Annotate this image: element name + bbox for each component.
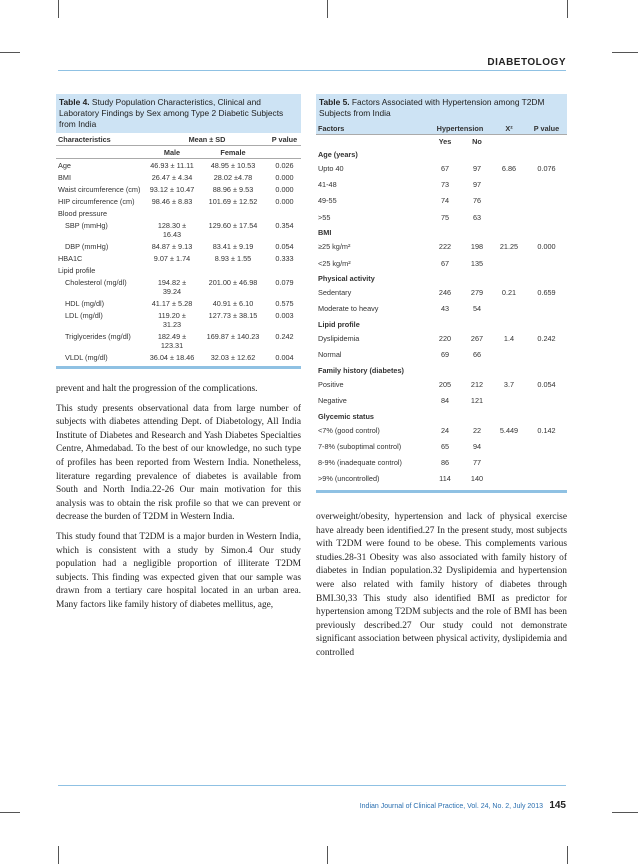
table4-body (56, 159, 301, 364)
table-cell (492, 209, 526, 225)
table-cell: 0.003 (275, 310, 294, 320)
table-cell: 129.60 ± 17.54 (208, 220, 258, 230)
table-group-row (316, 363, 567, 377)
table-cell: 69 (440, 350, 450, 360)
table-cell (198, 207, 268, 219)
table-row (316, 161, 567, 177)
table-cell: 6.86 (501, 164, 517, 174)
table-cell: 246 (438, 288, 452, 298)
table-cell (268, 264, 301, 276)
table-cell: 205 (438, 379, 452, 389)
table-row (56, 240, 301, 252)
table-cell: 86 (440, 458, 450, 468)
table-cell: 8-9% (inadequate control) (318, 458, 402, 468)
table-cell: 41-48 (318, 180, 337, 190)
table-cell: 140 (470, 474, 484, 484)
table-cell: 135 (470, 258, 484, 268)
table-cell (526, 193, 567, 209)
table-cell: 67 (440, 258, 450, 268)
table-row (316, 239, 567, 255)
table-cell: Waist circumference (cm) (58, 184, 141, 194)
crop-mark (567, 846, 568, 864)
table-cell: 8.93 ± 1.55 (214, 253, 252, 263)
table-cell: 0.000 (275, 196, 294, 206)
table-cell: Blood pressure (58, 208, 108, 218)
table-cell: SBP (mmHg) (65, 220, 108, 230)
table-cell (146, 264, 198, 276)
table-cell: 3.7 (503, 379, 515, 389)
table-group-title: BMI (318, 228, 332, 238)
footer-rule (58, 785, 566, 786)
table-cell: 121 (470, 396, 484, 406)
table-cell: 0.21 (501, 288, 517, 298)
table-cell: 97 (472, 164, 482, 174)
table-cell: Cholesterol (mg/dl) (65, 277, 127, 287)
table4-caption-label: Table 4. (59, 97, 90, 107)
table-cell: 128.30 ± 16.43 (157, 220, 187, 239)
table-cell: 267 (470, 334, 484, 344)
table5-caption-text: Factors Associated with Hypertension among T2DM Subjects from India (319, 97, 545, 118)
table-cell: ≥25 kg/m² (318, 242, 351, 252)
table-group-title: Lipid profile (318, 320, 360, 329)
table-group-row (316, 225, 567, 239)
table-cell: 98.46 ± 8.83 (151, 196, 193, 206)
table5-col-x2: X² (492, 122, 526, 135)
table-cell: Sedentary (318, 288, 352, 298)
table-row (316, 455, 567, 471)
table-group-title: Glycemic status (318, 411, 374, 421)
table-row (316, 301, 567, 317)
table4-subheader-blank (268, 146, 301, 159)
table-cell (526, 455, 567, 471)
table-cell: HIP circumference (cm) (58, 196, 135, 206)
table-cell (492, 177, 526, 193)
table-group-row (316, 317, 567, 331)
table-cell (526, 347, 567, 363)
table-cell: Dyslipidemia (318, 334, 360, 344)
table-cell (492, 455, 526, 471)
table-row (56, 264, 301, 276)
table-cell: 0.054 (275, 241, 294, 251)
table4-col-male: Male (163, 147, 181, 157)
table-cell: 84 (440, 396, 450, 406)
table-row (316, 471, 567, 487)
table-cell: 75 (440, 212, 450, 222)
table-cell: Age (58, 160, 71, 170)
table-cell: 66 (472, 350, 482, 360)
table-cell (526, 255, 567, 271)
table5-col-factors: Factors (316, 122, 428, 135)
table-cell: 0.142 (537, 425, 556, 435)
table-group-title: Physical activity (318, 274, 375, 284)
table-cell: 0.000 (275, 184, 294, 194)
table-row (56, 330, 301, 351)
table4-header-row (56, 133, 301, 146)
crop-mark (327, 0, 328, 18)
table-cell: 49-55 (318, 196, 337, 206)
table-cell: 220 (438, 334, 452, 344)
table-row (316, 376, 567, 392)
table-cell: 76 (472, 196, 482, 206)
table-cell (492, 347, 526, 363)
table-cell: 84.87 ± 9.13 (151, 241, 193, 251)
table-cell: 279 (470, 288, 484, 298)
left-text (56, 383, 301, 613)
table-row (316, 255, 567, 271)
table-cell: 0.079 (275, 277, 294, 287)
table-cell (526, 177, 567, 193)
table-cell: HDL (mg/dl) (65, 298, 105, 308)
table-cell: 63 (472, 212, 482, 222)
table-row (316, 177, 567, 193)
table-cell: 77 (472, 458, 482, 468)
table-cell: 0.242 (537, 334, 556, 344)
table-cell (492, 301, 526, 317)
table-cell: <7% (good control) (318, 425, 380, 435)
table-cell: Normal (318, 350, 342, 360)
table-row (316, 347, 567, 363)
table-cell: <25 kg/m² (318, 258, 351, 268)
table-cell: 198 (470, 242, 484, 252)
table-row (316, 422, 567, 438)
header-rule (58, 70, 566, 71)
table5-header-row (316, 122, 567, 135)
table-cell (492, 255, 526, 271)
table-cell: 0.659 (537, 288, 556, 298)
table5-caption (316, 94, 567, 122)
table-cell (492, 471, 526, 487)
table4-col-characteristics: Characteristics (56, 133, 146, 146)
table-row (56, 276, 301, 297)
table-cell: 0.575 (275, 298, 294, 308)
table5 (316, 122, 567, 487)
table-cell: 0.354 (275, 220, 294, 230)
table5-subheader-row (316, 135, 567, 148)
table-cell: 194.82 ± 39.24 (157, 277, 187, 296)
table-cell: 24 (440, 425, 450, 435)
crop-mark (612, 52, 638, 53)
table-cell (492, 393, 526, 409)
table-cell (526, 209, 567, 225)
table-cell: 201.00 ± 46.98 (208, 277, 258, 287)
table4-col-pvalue: P value (268, 133, 301, 146)
table4-footer-bar (56, 366, 301, 369)
table-cell: Triglycerides (mg/dl) (65, 331, 131, 341)
table-cell: 93.12 ± 10.47 (149, 184, 195, 194)
table5-col-no: No (472, 136, 482, 146)
table-group-title: Family history (diabetes) (318, 365, 404, 375)
table-cell: 46.93 ± 11.11 (150, 160, 194, 170)
table-cell (526, 393, 567, 409)
table5-footer-bar (316, 490, 567, 493)
paragraph: overweight/obesity, hypertension and lack of physical exercise have already been identified.27 In the present study, most subjects with T2DM were found to be obese. This complements various studies.28-31 Obesity was also associated with family history of diabetes in Indian population.32 Dyslipidemia and hypertension were also related with family history of diabetes through BMI.30,33 This study also identified BMI as predictor for hypertension among T2DM subjects and the role of BMI has been previously described.27 Our study could not demonstrate significant association between physical activity, dyslipidemia and controlled (316, 512, 567, 658)
table5-caption-label: Table 5. (319, 97, 350, 107)
table-cell: 97 (472, 180, 482, 190)
table-row (56, 219, 301, 240)
table-cell: 0.054 (537, 379, 556, 389)
table-row (56, 195, 301, 207)
right-text (316, 511, 567, 661)
table-cell: 212 (470, 379, 484, 389)
table5-col-pvalue: P value (526, 122, 567, 135)
table-cell: 0.004 (275, 352, 294, 362)
table5-col-yes: Yes (438, 136, 452, 146)
crop-mark (0, 812, 20, 813)
crop-mark (327, 846, 328, 864)
table-cell: 119.20 ± 31.23 (158, 310, 186, 329)
table-cell: BMI (58, 172, 71, 182)
table-cell: LDL (mg/dl) (65, 310, 103, 320)
paragraph: This study found that T2DM is a major burden in Western India, which is consistent with a study by Simon.4 Our study population had a negligible proportion of illiterate T2DM subjects. This finding was expected given that our sample was drawn from a tertiary care hospital located in an urban area. Many factors like family history of diabetes mellitus, age, (56, 531, 301, 610)
table-cell: 40.91 ± 6.10 (212, 298, 254, 308)
table-cell: 94 (472, 442, 482, 452)
table-row (56, 183, 301, 195)
crop-mark (58, 846, 59, 864)
table-row (316, 393, 567, 409)
table-cell: 26.47 ± 4.34 (151, 172, 193, 182)
table-cell: 9.07 ± 1.74 (153, 253, 191, 263)
table-cell: >9% (uncontrolled) (318, 474, 380, 484)
right-column (316, 94, 567, 667)
table4-subheader-row (56, 146, 301, 159)
journal-citation: Indian Journal of Clinical Practice, Vol. 24, No. 2, July 2013 (359, 803, 543, 810)
table-row (56, 171, 301, 183)
table-cell (526, 301, 567, 317)
table4-subheader-blank (56, 146, 146, 159)
table-cell: 28.02 ±4.78 (213, 172, 253, 182)
crop-mark (58, 0, 59, 18)
table-cell: 0.242 (275, 331, 294, 341)
table-cell: 22 (472, 425, 482, 435)
table-row (316, 193, 567, 209)
table-cell: 67 (440, 164, 450, 174)
table-cell: 54 (472, 304, 482, 314)
table-cell: 222 (438, 242, 452, 252)
table-cell: 73 (440, 180, 450, 190)
table-cell (492, 438, 526, 454)
table-row (56, 159, 301, 172)
table-row (56, 297, 301, 309)
page-number: 145 (549, 800, 566, 811)
table-cell: 1.4 (503, 334, 515, 344)
table-row (56, 351, 301, 363)
table-cell (146, 207, 198, 219)
table-cell (526, 438, 567, 454)
table5-col-hypertension: Hypertension (428, 122, 492, 135)
table-cell: Lipid profile (58, 265, 96, 275)
table4-col-female: Female (220, 147, 246, 157)
table5-subheader-blank (316, 135, 428, 148)
table-cell: 169.87 ± 140.23 (206, 331, 260, 341)
table-cell: 83.41 ± 9.19 (212, 241, 254, 251)
table-cell: 41.17 ± 5.28 (151, 298, 193, 308)
table-cell: 0.076 (537, 164, 556, 174)
table-cell: 88.96 ± 9.53 (212, 184, 254, 194)
table-row (56, 207, 301, 219)
table5-subheader-blank (526, 135, 567, 148)
table-cell: 7-8% (suboptimal control) (318, 442, 402, 452)
table-cell: Negative (318, 396, 347, 406)
table-row (316, 438, 567, 454)
table-group-row (316, 147, 567, 161)
table-row (316, 331, 567, 347)
table-cell: 101.69 ± 12.52 (208, 196, 258, 206)
table-group-row (316, 271, 567, 285)
table-cell: 5.449 (499, 425, 519, 435)
table-cell: 114 (439, 474, 451, 484)
table-cell: HBA1C (58, 253, 83, 263)
table-group-row (316, 409, 567, 423)
table-cell: 127.73 ± 38.15 (208, 310, 258, 320)
crop-mark (567, 0, 568, 18)
table-cell: 0.000 (537, 242, 556, 252)
table5-body (316, 147, 567, 487)
table-cell: 65 (440, 442, 450, 452)
table-row (56, 252, 301, 264)
table-cell: DBP (mmHg) (65, 241, 109, 251)
table-cell: 21.25 (499, 242, 519, 252)
table-cell: >55 (318, 212, 331, 222)
table-cell (526, 471, 567, 487)
table-cell: 0.026 (275, 160, 294, 170)
table-cell: VLDL (mg/dl) (65, 352, 108, 362)
table-cell: 48.95 ± 10.53 (210, 160, 256, 170)
crop-mark (612, 812, 638, 813)
table-cell: 32.03 ± 12.62 (210, 352, 256, 362)
table-cell (492, 193, 526, 209)
left-column (56, 94, 301, 619)
table-cell: 182.49 ± 123.31 (157, 331, 187, 350)
table-cell: Moderate to heavy (318, 304, 379, 314)
table-row (56, 309, 301, 330)
table-cell: 74 (440, 196, 450, 206)
table4-col-mean: Mean ± SD (146, 133, 268, 146)
table-cell: 43 (440, 304, 450, 314)
table-cell: 0.333 (275, 253, 294, 263)
crop-mark (0, 52, 20, 53)
table-group-title: Age (years) (318, 150, 358, 159)
paragraph: This study presents observational data from large number of subjects with diabetes attending Dept. of Diabetology, All India Institute of Diabetes and Research and Yash Diabetes Specialties Centre, Ahmedabad. To the best of our knowledge, no such type of profiles has been reported from Western India. Nonetheless, literature regarding prevalence of diabetes is available from South and North India.22-26 Our main motivation for this analysis was to obtain the risk profile so that we can prevent or decrease the burden of T2DM in Western India. (56, 403, 301, 523)
table5-subheader-blank (492, 135, 526, 148)
table-cell: 0.000 (275, 172, 294, 182)
table-cell: Positive (318, 379, 344, 389)
table-row (316, 209, 567, 225)
paragraph: prevent and halt the progression of the complications. (56, 384, 258, 394)
table-row (316, 285, 567, 301)
table-cell (268, 207, 301, 219)
table4 (56, 133, 301, 363)
table-cell (198, 264, 268, 276)
table-cell: Upto 40 (318, 164, 344, 174)
section-title: DIABETOLOGY (487, 57, 566, 68)
table4-caption-text: Study Population Characteristics, Clinical and Laboratory Findings by Sex among Type 2 Diabetic Subjects from India (59, 97, 284, 129)
table-cell: 36.04 ± 18.46 (149, 352, 195, 362)
table4-caption (56, 94, 301, 133)
